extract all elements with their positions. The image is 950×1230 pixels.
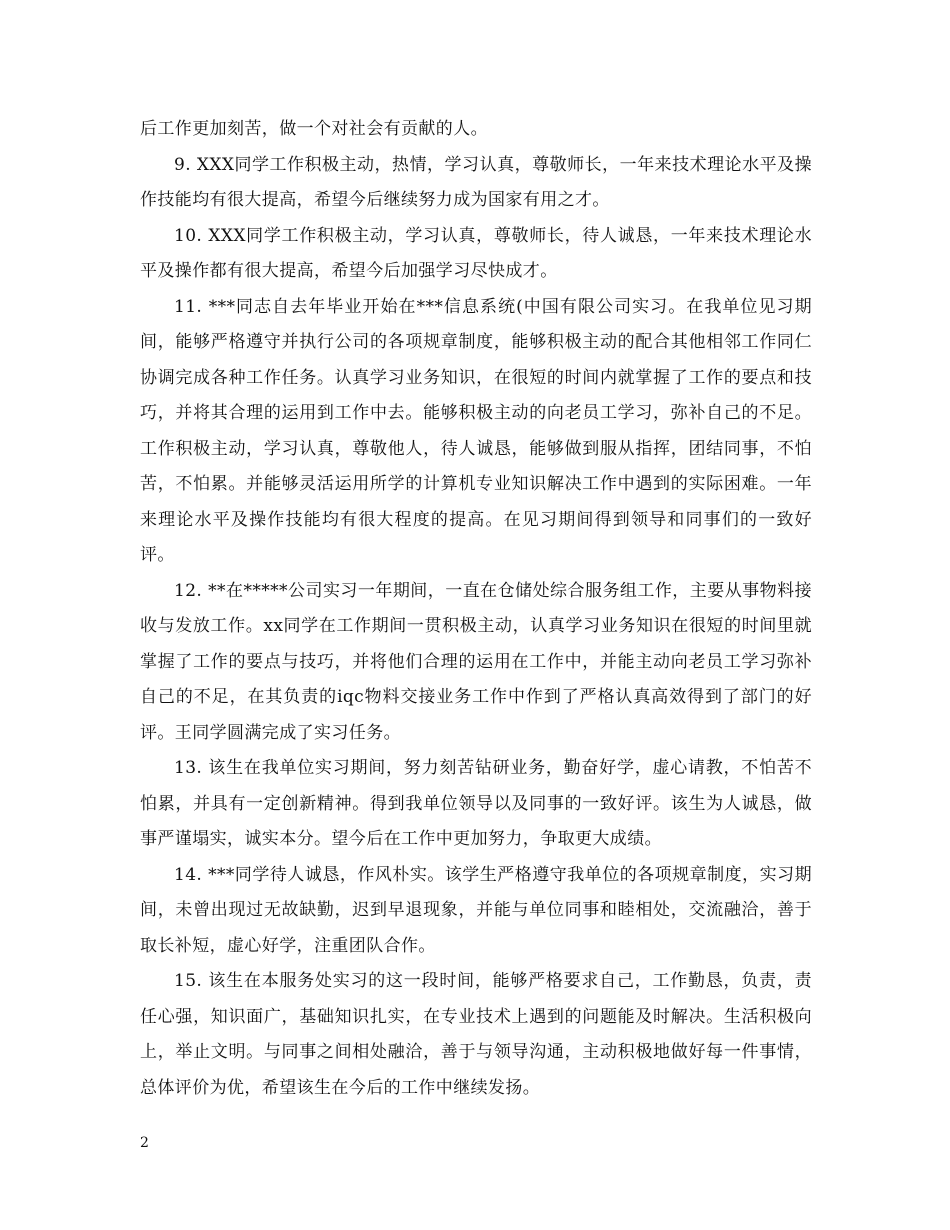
page-number: 2 xyxy=(140,1135,149,1151)
paragraph-item-15: 15. 该生在本服务处实习的这一段时间，能够严格要求自己，工作勤恳，负责，责任心强，知识面广，基础知识扎实，在专业技术上遇到的问题能及时解决。生活积极向上，举止文明。与同事之间相处融洽，善于与领导沟通，主动积极地做好每一件事情，总体评价为优，希望该生在今后的工作中继续发扬。 xyxy=(140,971,812,1098)
paragraph-item-10: 10. XXX同学工作积极主动，学习认真，尊敬师长，待人诚恳，一年来技术理论水平及操作都有很大提高，希望今后加强学习尽快成才。 xyxy=(140,225,812,281)
paragraph-item-12: 12. **在*****公司实习一年期间，一直在仓储处综合服务组工作，主要从事物料接收与发放工作。xx同学在工作期间一贯积极主动，认真学习业务知识在很短的时间里就掌握了工作的要点与技巧，并将他们合理的运用在工作中，并能主动向老员工学习弥补自己的不足，在其负责的iqc物料交接业务工作中作到了严格认真高效得到了部门的好评。王同学圆满完成了实习任务。 xyxy=(140,580,812,743)
paragraph-continuation: 后工作更加刻苦，做一个对社会有贡献的人。 xyxy=(140,119,488,139)
paragraph-item-11: 11. ***同志自去年毕业开始在***信息系统(中国有限公司实习。在我单位见习期间，能够严格遵守并执行公司的各项规章制度，能够积极主动的配合其他相邻工作同仁协调完成各种工作任务。认真学习业务知识，在很短的时间内就掌握了工作的要点和技巧，并将其合理的运用到工作中去。能够积极主动的向老员工学习，弥补自己的不足。工作积极主动，学习认真，尊敬他人，待人诚恳，能够做到服从指挥，团结同事，不怕苦，不怕累。并能够灵活运用所学的计算机专业知识解决工作中遇到的实际困难。一年来理论水平及操作技能均有很大程度的提高。在见习期间得到领导和同事们的一致好评。 xyxy=(140,296,812,565)
paragraph-item-14: 14. ***同学待人诚恳，作风朴实。该学生严格遵守我单位的各项规章制度，实习期间，未曾出现过无故缺勤，迟到早退现象，并能与单位同事和睦相处，交流融洽，善于取长补短，虚心好学，注重团队合作。 xyxy=(140,864,812,956)
paragraph-item-13: 13. 该生在我单位实习期间，努力刻苦钻研业务，勤奋好学，虚心请教，不怕苦不怕累，并具有一定创新精神。得到我单位领导以及同事的一致好评。该生为人诚恳，做事严谨塌实，诚实本分。望今后在工作中更加努力，争取更大成绩。 xyxy=(140,758,812,849)
document-body xyxy=(140,112,812,1106)
paragraph-item-9: 9. XXX同学工作积极主动，热情，学习认真，尊敬师长，一年来技术理论水平及操作技能均有很大提高，希望今后继续努力成为国家有用之才。 xyxy=(140,154,812,210)
